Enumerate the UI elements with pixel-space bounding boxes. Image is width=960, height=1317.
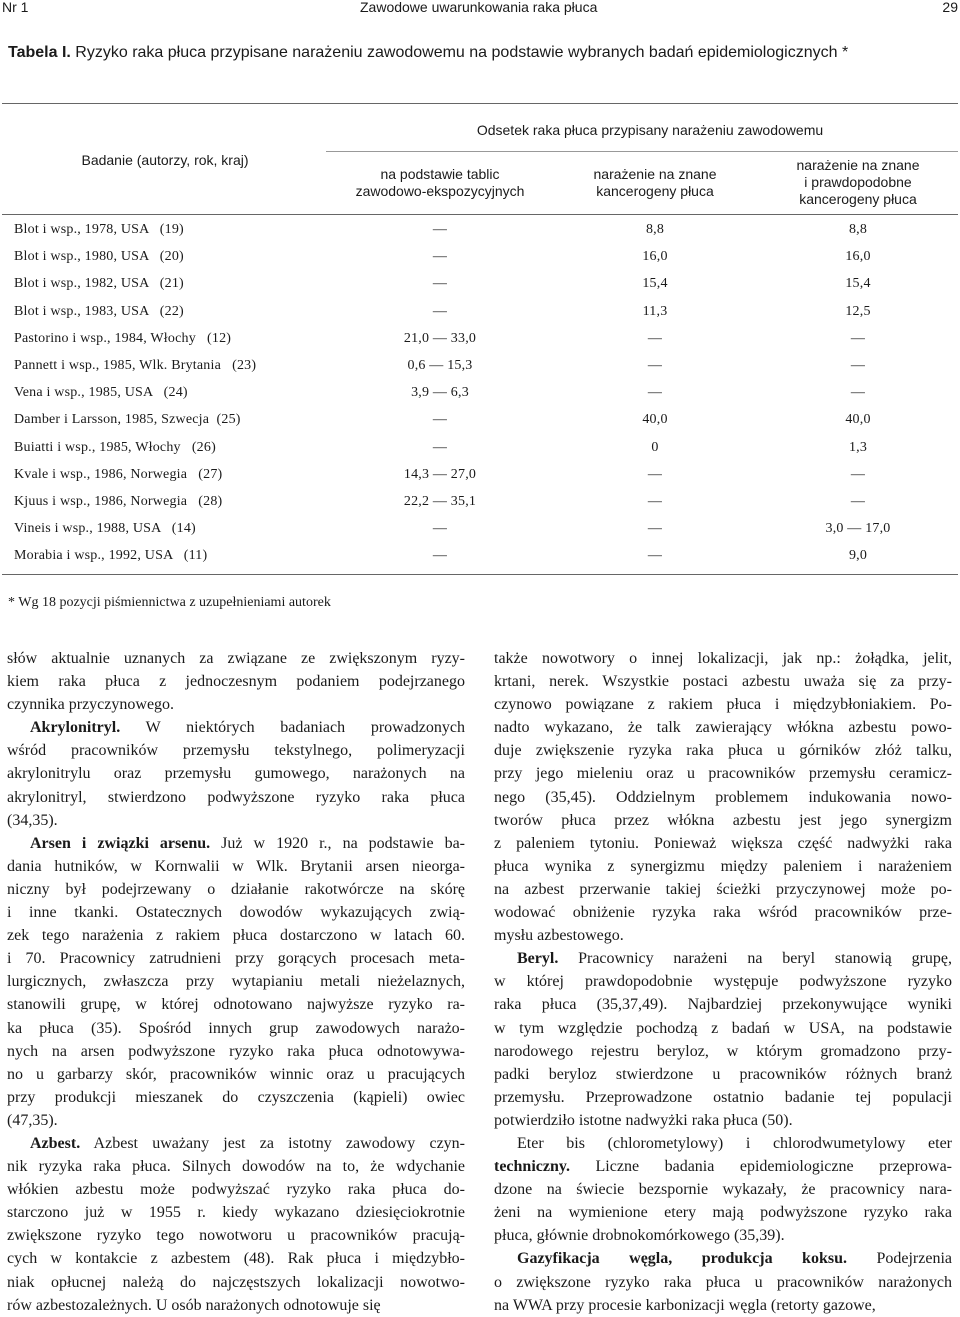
text-line: z paleniem tytoniu. Ponieważ większa część nadwyżki raka — [494, 834, 952, 852]
probable-cell: — — [850, 358, 866, 373]
text-line: w której prawdopodobnie występuje podwyższone ryzyko — [494, 973, 952, 991]
text-line: Gazyfikacja węgla, produkcja koksu. Podejrzenia — [517, 1250, 952, 1268]
table-row — [0, 222, 960, 249]
tables-cell: 14,3 — 27,0 — [403, 466, 477, 482]
known-cell: — — [647, 330, 663, 346]
table-top-rule — [2, 103, 958, 104]
table-row — [0, 331, 960, 358]
text-line: na WWA przy procesie karbonizacji węgla (retorty gazowe, — [494, 1296, 876, 1314]
text-line: nik ryzyka raka płuca. Silnych dowodów na to, że wdychanie — [7, 1158, 465, 1176]
section-heading: Arsen i związki arsenu. — [30, 834, 211, 852]
col-header-probable: narażenie na znane i prawdopodobne kancerogeny płuca — [796, 157, 920, 207]
text-line: dzone na świecie bezspornie wykazały, że pracownicy nara- — [494, 1181, 952, 1199]
study-cell: Vena i wsp., 1985, USA (24) — [14, 385, 188, 401]
text-line: ka płuca (35). Spośród innych grup zawodowych narażo- — [7, 1019, 465, 1037]
study-cell: Buiatti i wsp., 1985, Włochy (26) — [14, 439, 216, 455]
text-line: nadto wykazano, że talk zawierający włókna azbestu powo- — [494, 719, 952, 737]
table-row — [0, 521, 960, 548]
table-row — [0, 385, 960, 412]
text-line: kiem raka płuca z jednoczesnym podaniem podejrzanego — [7, 673, 465, 691]
table-caption-label: Tabela I. — [8, 44, 71, 61]
tables-cell: — — [432, 521, 448, 537]
text-line: Eter bis (chlorometylowy) i chlorodwumetylowy eter — [517, 1134, 952, 1152]
text-line: nych na arsen podwyższone ryzyko raka płuca odnotowywa- — [7, 1042, 465, 1060]
study-cell: Morabia i wsp., 1992, USA (11) — [14, 548, 208, 564]
probable-cell: 16,0 — [845, 249, 871, 265]
running-title: Zawodowe uwarunkowania raka płuca — [360, 0, 598, 15]
probable-cell: 8,8 — [848, 222, 868, 237]
probable-cell: 40,0 — [845, 412, 871, 428]
group-header-rule — [326, 151, 958, 152]
text-line: o zwiększone ryzyko raka płuca u pracowników narażonych — [494, 1273, 952, 1291]
study-cell: Damber i Larsson, 1985, Szwecja (25) — [14, 412, 241, 428]
text-line: Azbest. Azbest uważany jest za istotny zawodowy czyn- — [30, 1134, 465, 1152]
study-cell: Kvale i wsp., 1986, Norwegia (27) — [14, 466, 223, 482]
section-heading: techniczny. — [494, 1158, 570, 1176]
probable-cell: 9,0 — [848, 548, 868, 564]
text-line: lurgicznych, zwłaszcza przy wytapianiu metali nieżelaznych, — [7, 973, 465, 991]
page-number: 29 — [942, 0, 958, 15]
section-heading: Beryl. — [517, 950, 559, 968]
text-line: akrylonitrylu oraz przemysłu gumowego, narażonych na — [7, 765, 465, 783]
text-line: zwiększone ryzyko tego nowotworu u pracowników pracują- — [7, 1227, 465, 1245]
tables-cell: 3,9 — 6,3 — [411, 385, 469, 401]
known-cell: — — [647, 548, 663, 564]
table-caption-text: Ryzyko raka płuca przypisane narażeniu zawodowemu na podstawie wybranych badań epidemiologicznych * — [75, 44, 849, 61]
body-column-right — [494, 647, 952, 1317]
text-line: no u garbarzy skór, pracowników winnic oraz u pracujących — [7, 1065, 465, 1083]
text-line: duje zwiększenie ryzyka raka płuca u górników złóż talku, — [494, 742, 952, 760]
text-line: dania hutników, w Kornwalii w Wlk. Brytanii arsen nieorga- — [7, 857, 465, 875]
probable-cell: 12,5 — [845, 303, 871, 319]
probable-cell: — — [850, 330, 866, 346]
table-row — [0, 304, 960, 331]
text-line: mysłu azbestowego. — [494, 927, 624, 945]
table-row — [0, 467, 960, 494]
page-header — [0, 0, 960, 18]
text-line: także nowotwory o innej lokalizacji, jak np.: żołądka, jelit, — [494, 650, 952, 667]
probable-cell: — — [850, 385, 866, 401]
text-line: raka płuca (35,37,49). Najbardziej przekonywujące wyniki — [494, 996, 952, 1014]
study-cell: Blot i wsp., 1978, USA (19) — [14, 222, 184, 237]
text-line: Akrylonitryl. W niektórych badaniach prowadzonych — [30, 719, 465, 737]
section-heading: Akrylonitryl. — [30, 719, 121, 737]
table-header-rule — [2, 214, 958, 215]
known-cell: 40,0 — [642, 412, 668, 428]
text-line: przemysłu. Przeprowadzone ostatnio badanie tej populacji — [494, 1088, 952, 1106]
text-line: i inne tkanki. Ostatecznych dowodów wykazujących zwią- — [7, 904, 465, 922]
text-line: tworów płuca przez włókna azbestu jest jego synergizm — [494, 811, 952, 829]
text-line: przy produkcji mieszanek do czyszczenia (kąpieli) owiec — [7, 1088, 465, 1106]
known-cell: 11,3 — [642, 303, 668, 319]
known-cell: 15,4 — [642, 276, 668, 292]
tables-cell: — — [432, 276, 448, 292]
tables-cell: — — [432, 249, 448, 265]
col-header-group: Odsetek raka płuca przypisany narażeniu zawodowemu — [476, 122, 824, 138]
text-line: i 70. Pracownicy zatrudnieni przy gorących procesach meta- — [7, 950, 465, 968]
text-line: cych w kontakcie z azbestem (48). Rak płuca i międzybło- — [7, 1250, 465, 1268]
study-cell: Pannett i wsp., 1985, Wlk. Brytania (23) — [14, 358, 257, 373]
known-cell: — — [647, 521, 663, 537]
tables-cell: — — [432, 412, 448, 428]
probable-cell: 3,0 — 17,0 — [825, 521, 891, 537]
text-line: płuca wynika z synergizmu między paleniem i narażeniem — [494, 857, 952, 875]
tables-cell: 21,0 — 33,0 — [403, 330, 477, 346]
table-row — [0, 276, 960, 303]
known-cell: — — [647, 385, 663, 401]
probable-cell: — — [850, 466, 866, 482]
text-line: w tym względzie pochodzą z badań w USA, na podstawie — [494, 1019, 952, 1037]
table-row — [0, 440, 960, 467]
text-line: starczono już w 1955 r. kiedy wykazano dziesięciokrotnie — [7, 1204, 465, 1222]
known-cell: — — [647, 466, 663, 482]
study-cell: Blot i wsp., 1980, USA (20) — [14, 249, 184, 265]
table-caption — [8, 44, 848, 62]
text-line: stanowili grupę, w której odnotowano najwyższe ryzyko ra- — [7, 996, 465, 1014]
text-line: słów aktualnie uznanych za związane ze zwiększonym ryzy- — [7, 650, 465, 667]
study-cell: Blot i wsp., 1983, USA (22) — [14, 303, 184, 319]
text-line: włókien azbestu może podwyższać ryzyko raka płuca do- — [7, 1181, 465, 1199]
text-line: wśród pracowników przemysłu tekstylnego, polimeryzacji — [7, 742, 465, 760]
text-line: czynnika przyczynowego. — [7, 696, 175, 714]
text-line: Beryl. Pracownicy narażeni na beryl stanowią grupę, — [517, 950, 952, 968]
study-cell: Pastorino i wsp., 1984, Włochy (12) — [14, 330, 232, 346]
known-cell: — — [647, 358, 663, 373]
text-line: przy jego mieleniu oraz u pracowników przemysłu ceramicz- — [494, 765, 952, 783]
text-line: krtani, nerek. Wszystkie postaci azbestu uważa się za przy- — [494, 673, 952, 691]
text-line: narodowego rejestru beryloz, w którym gromadzono przy- — [494, 1042, 952, 1060]
known-cell: 8,8 — [645, 222, 665, 237]
text-line: zek tego narażenia z rakiem płuca dostarczono w latach 60. — [7, 927, 465, 945]
text-line: (34,35). — [7, 811, 58, 829]
text-line: płuca, głównie drobnokomórkowego (35,39). — [494, 1227, 785, 1245]
known-cell: — — [647, 494, 663, 509]
col-header-study: Badanie (autorzy, rok, kraj) — [81, 152, 249, 168]
text-line: Arsen i związki arsenu. Już w 1920 r., na podstawie ba- — [30, 834, 465, 852]
tables-cell: — — [432, 439, 448, 455]
known-cell: 0 — [651, 439, 659, 455]
text-line: (47,35). — [7, 1111, 58, 1129]
col-header-tables: na podstawie tablic zawodowo-ekspozycyjnych — [355, 166, 525, 199]
study-cell: Kjuus i wsp., 1986, Norwegia (28) — [14, 494, 223, 509]
section-heading: Gazyfikacja węgla, produkcja koksu. — [517, 1250, 847, 1268]
tables-cell: 22,2 — 35,1 — [403, 494, 477, 509]
text-line: niczny był podejrzewany o działanie rakotwórcze na skórę — [7, 880, 465, 898]
probable-cell: 1,3 — [848, 439, 868, 455]
text-line: na azbest przerwanie takiej ścieżki przyczynowej może po- — [494, 880, 952, 898]
text-line: wodować obniżenie ryzyka raka wśród pracowników prze- — [494, 904, 952, 922]
table-row — [0, 249, 960, 276]
body-column-left — [7, 647, 465, 1317]
tables-cell: — — [432, 548, 448, 564]
section-heading: Azbest. — [30, 1134, 81, 1152]
study-cell: Vineis i wsp., 1988, USA (14) — [14, 521, 196, 537]
study-cell: Blot i wsp., 1982, USA (21) — [14, 276, 184, 292]
text-line: potwierdziło istotne nadwyżki raka płuca (50). — [494, 1111, 793, 1129]
table-row — [0, 358, 960, 385]
text-line: akrylonitryl, stwierdzono podwyższone ryzyko raka płuca — [7, 788, 465, 806]
table-row — [0, 494, 960, 521]
text-line: nego (35,45). Oddzielnym problemem indukowania nowo- — [494, 788, 952, 806]
text-line: żeni na wymienione etery mają podwyższone ryzyko raka — [494, 1204, 952, 1222]
tables-cell: 0,6 — 15,3 — [407, 358, 473, 373]
table-row — [0, 548, 960, 575]
text-line: padki beryloz stwierdzone u pracowników różnych branż — [494, 1065, 952, 1083]
table-row — [0, 412, 960, 439]
issue-number: Nr 1 — [2, 0, 29, 15]
tables-cell: — — [432, 303, 448, 319]
text-line: rów azbestozależnych. U osób narażonych odnotowuje się — [7, 1296, 381, 1314]
text-line: techniczny. Liczne badania epidemiologiczne przeprowa- — [494, 1158, 952, 1176]
probable-cell: — — [850, 494, 866, 509]
tables-cell: — — [432, 222, 448, 237]
table-footnote: * Wg 18 pozycji piśmiennictwa z uzupełnieniami autorek — [8, 595, 331, 610]
probable-cell: 15,4 — [845, 276, 871, 292]
known-cell: 16,0 — [642, 249, 668, 265]
col-header-known: narażenie na znane kancerogeny płuca — [593, 166, 717, 199]
text-line: niak opłucnej należą do najczęstszych lokalizacji nowotwo- — [7, 1273, 465, 1291]
text-line: czynowo powiązane z rakiem płuca i międzybłoniakiem. Po- — [494, 696, 952, 714]
